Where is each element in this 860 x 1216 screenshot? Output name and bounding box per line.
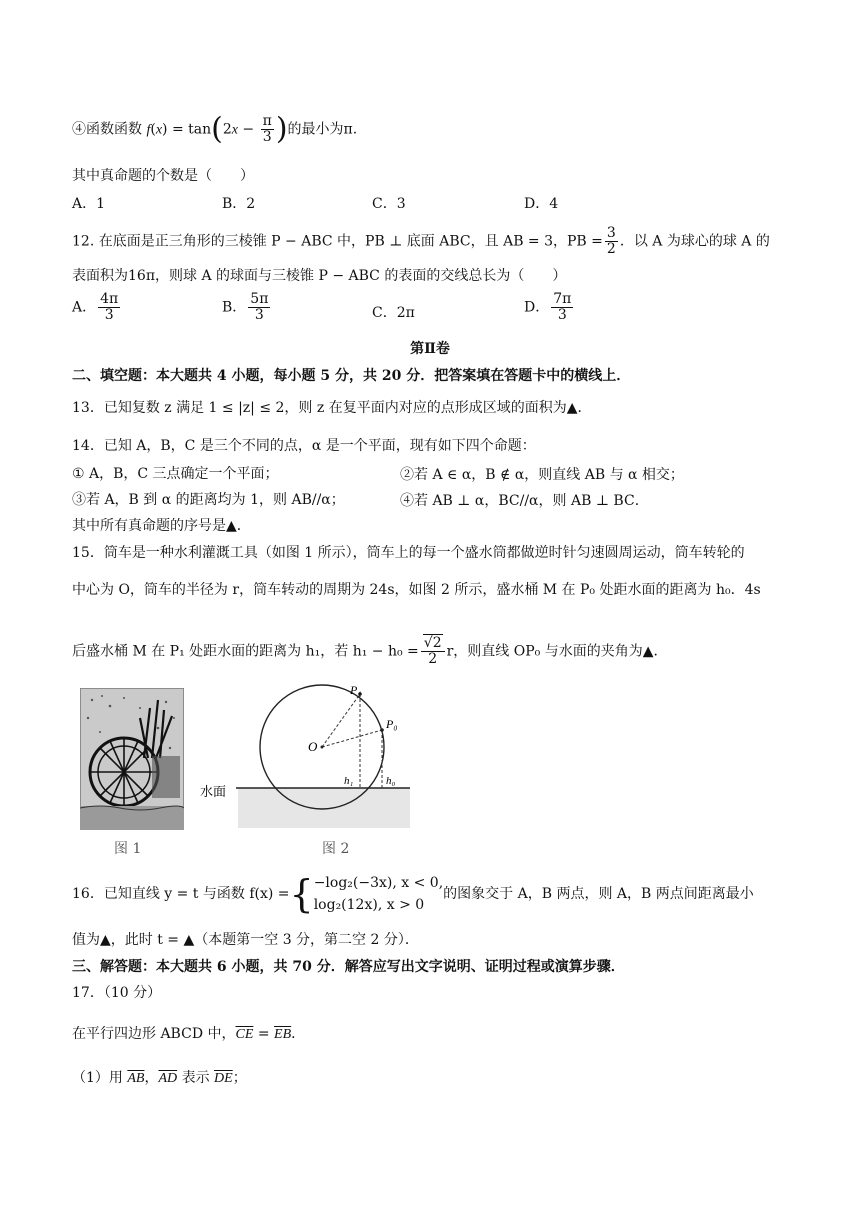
q16-line2: 值为▲，此时 t = ▲（本题第一空 3 分，第二空 2 分）． [72, 932, 419, 948]
q11-option-a: A．1 [72, 196, 106, 212]
q14-p2: ②若 A ∈ α，B ∉ α，则直线 AB 与 α 相交； [400, 467, 684, 483]
label-p1: P₁ [350, 684, 362, 697]
answer-header: 三、解答题：本大题共 6 小题，共 70 分．解答应写出文字说明、证明过程或演算步骤． [72, 959, 625, 975]
q11-stem: 其中真命题的个数是（ ） [72, 168, 254, 184]
figure-2-diagram [200, 684, 414, 830]
q17-stem: 在平行四边形 ABCD 中，$\overline{CE} = \overline{EB}$． [72, 1026, 306, 1042]
label-h1: h₁ [344, 775, 354, 787]
q14-stem: 14．已知 A，B，C 是三个不同的点，α 是一个平面，现有如下四个命题： [72, 438, 536, 454]
label-h0: h₀ [386, 775, 396, 787]
q12-line2: 表面积为16π，则球 A 的球面与三棱锥 P − ABC 的表面的交线总长为（ ） [72, 268, 567, 284]
label-water: 水面 [200, 785, 227, 800]
q17-part1: （1）用 $\overline{AB}$，$\overline{AD}$ 表示 $\overline{DE}$； [72, 1070, 247, 1086]
q15-line1: 15．筒车是一种水利灌溉工具（如图 1 所示），筒车上的每一个盛水筒都做逆时针匀速圆周运动，筒车转轮的 [72, 545, 745, 561]
q14-ask: 其中所有真命题的序号是▲． [72, 518, 251, 534]
q12-option-d: D． $\frac{7\pi}{3}$ [524, 291, 572, 323]
figure-1-waterwheel [80, 688, 184, 830]
q13: 13．已知复数 z 满足 1 ≤ |z| ≤ 2，则 z 在复平面内对应的点形成区域的面积为▲． [72, 400, 592, 416]
q14-p3: ③若 A，B 到 α 的距离均为 1，则 AB//α； [72, 492, 345, 508]
q12-option-b: B． $\frac{5\pi}{3}$ [222, 291, 269, 323]
q11-option-b: B．2 [222, 196, 256, 212]
label-p0: P₀ [386, 717, 398, 731]
q12-option-a: A． $\frac{4\pi}{3}$ [72, 291, 119, 323]
q11-option-c: C．3 [372, 196, 406, 212]
q14-p4: ④若 AB ⊥ α，BC//α，则 AB ⊥ BC． [400, 493, 649, 509]
fill-header: 二、填空题：本大题共 4 小题，每小题 5 分，共 20 分．把答案填在答题卡中的横线上． [72, 368, 631, 384]
label-o: O [308, 739, 318, 754]
figure-1-caption: 图 1 [114, 841, 142, 857]
q17-head: 17．（10 分） [72, 985, 162, 1001]
q15-line3: 后盛水桶 M 在 P₁ 处距水面的距离为 h₁，若 h₁ − h₀ = $\frac{√2}{2}$ r，则直线 OP₀ 与水面的夹角为▲． [72, 635, 668, 667]
q15-line2: 中心为 O，筒车的半径为 r，筒车转动的周期为 24s，如图 2 所示，盛水桶 M 在 P₀ 处距水面的距离为 h₀．4s [72, 582, 761, 598]
section2-title: 第Ⅱ卷 [410, 341, 450, 357]
q16-line1: 16．已知直线 y = t 与函数 f(x) ={ −log₂(−3x), x < 0, log₂(12x), x > 0 的图象交于 A，B 两点，则 A，B 两点间距离最小 [72, 872, 754, 916]
q14-p1: ① A，B，C 三点确定一个平面； [72, 466, 279, 482]
figure-2-caption: 图 2 [322, 841, 350, 857]
q12-line1: 12. 在底面是正三角形的三棱锥 P − ABC 中，PB ⊥ 底面 ABC，且 AB = 3，PB = $\frac{3}{2}$ ．以 A 为球心的球 A 的 [72, 225, 770, 257]
q11-item4: ④函数函数 f(x) = tan(2x − $\frac{\pi}{3}$ )的最小为π. [72, 111, 358, 147]
q12-option-c: C．2π [372, 305, 415, 321]
q11-option-d: D．4 [524, 196, 559, 212]
